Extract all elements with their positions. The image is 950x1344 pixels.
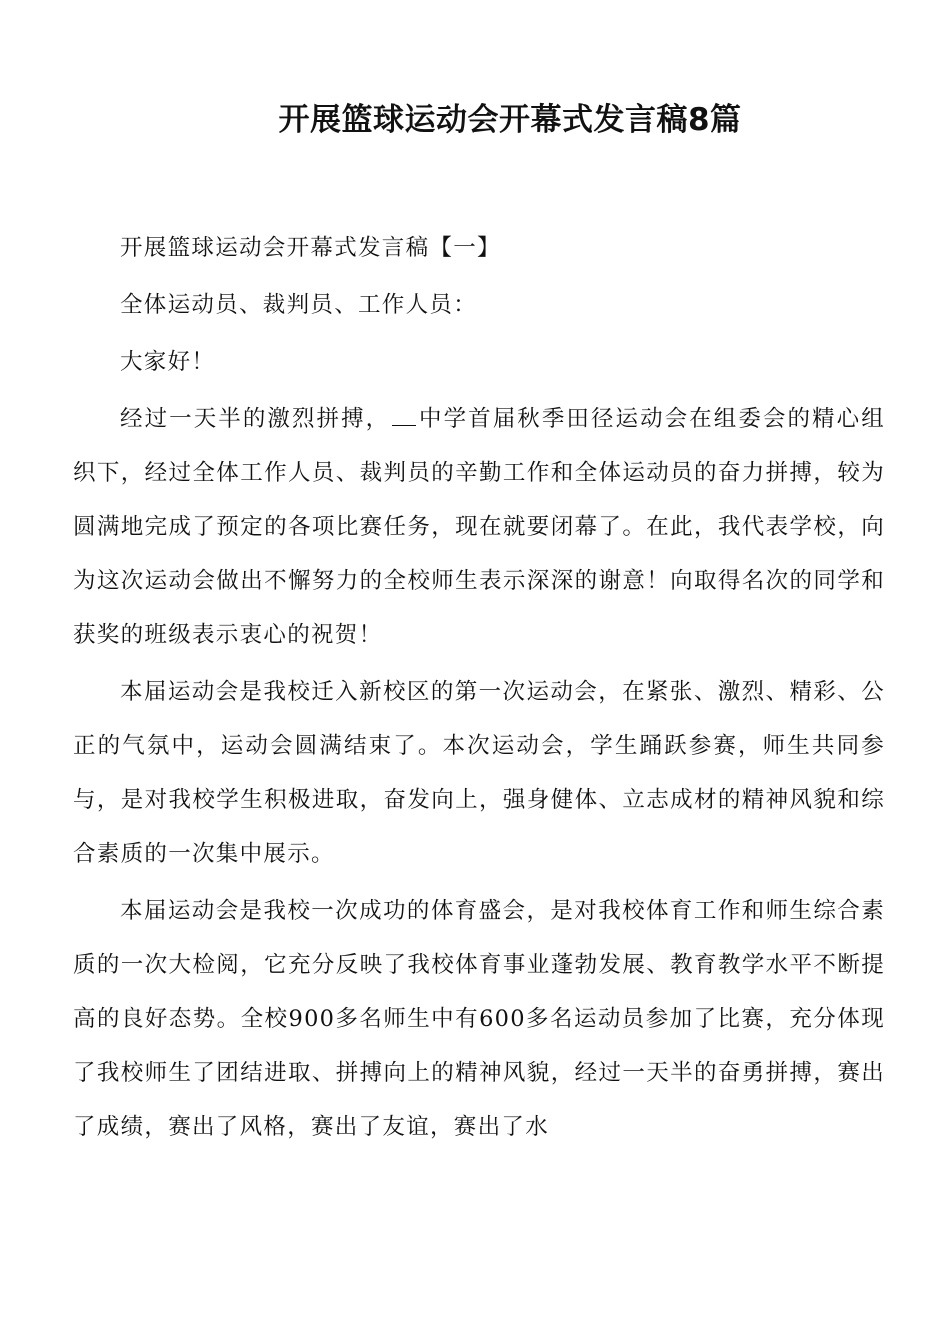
section-heading: 开展篮球运动会开幕式发言稿【一】	[120, 235, 501, 261]
paragraph-1	[73, 392, 885, 662]
paragraph-1-rest: 中学首届秋季田径运动会在组委会的精心组织下，经过全体工作人员、裁判员的辛勤工作和全体运动员的奋力拼搏，较为圆满地完成了预定的各项比赛任务，现在就要闭幕了。在此，我代表学校，向为这次运动会做出不懈努力的全校师生表示深深的谢意！向取得名次的同学和获奖的班级表示衷心的祝贺！	[73, 406, 885, 648]
document-title: 开展篮球运动会开幕式发言稿8篇	[278, 102, 742, 138]
paragraph-1-start: 经过一天半的激烈拼搏，	[120, 406, 391, 432]
document-body	[73, 221, 885, 1154]
paragraph-2: 本届运动会是我校迁入新校区的第一次运动会，在紧张、激烈、精彩、公正的气氛中，运动会圆满结束了。本次运动会，学生踊跃参赛，师生共同参与，是对我校学生积极进取，奋发向上，强身健体、立志成材的精神风貌和综合素质的一次集中展示。	[73, 679, 885, 867]
salutation: 全体运动员、裁判员、工作人员：	[120, 292, 478, 318]
paragraph-3: 本届运动会是我校一次成功的体育盛会，是对我校体育工作和师生综合素质的一次大检阅，它充分反映了我校体育事业蓬勃发展、教育教学水平不断提高的良好态势。全校900多名师生中有600多名运动员参加了比赛，充分体现了我校师生了团结进取、拼搏向上的精神风貌，经过一天半的奋勇拼搏，赛出了成绩，赛出了风格，赛出了友谊，赛出了水	[73, 898, 885, 1140]
fill-in-blank	[392, 407, 416, 426]
greeting: 大家好！	[120, 349, 216, 375]
